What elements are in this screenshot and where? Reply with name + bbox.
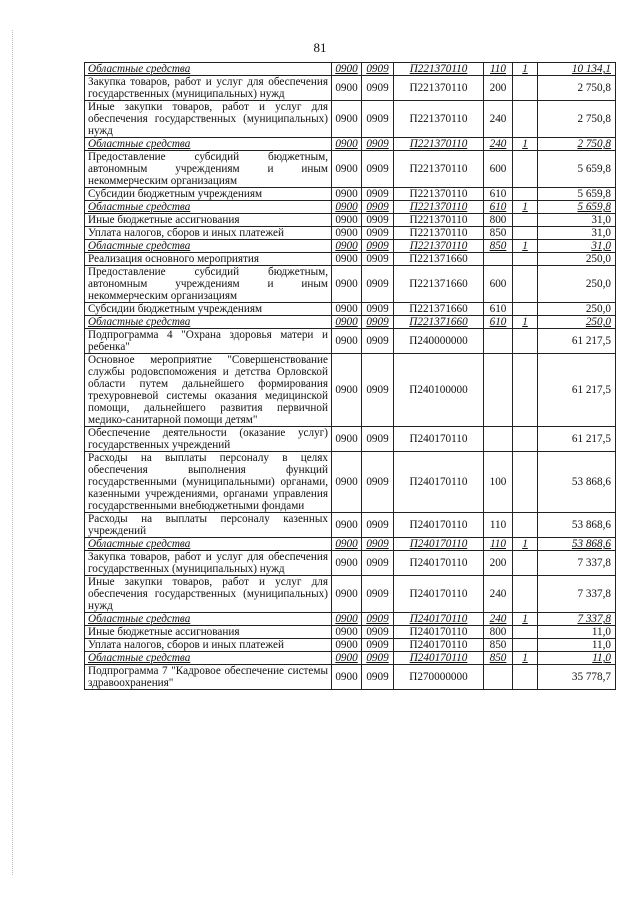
- target-article-cell: П221370110: [394, 188, 484, 201]
- subsection-code-cell: 0909: [362, 613, 394, 626]
- target-article-cell: П221371660: [394, 266, 484, 303]
- target-article-cell: П221370110: [394, 214, 484, 227]
- target-article-cell: П240170110: [394, 639, 484, 652]
- section-code-cell: 0900: [332, 652, 362, 665]
- expense-type-cell: 240: [484, 576, 513, 613]
- row-name-cell: Закупка товаров, работ и услуг для обеспечения государственных (муниципальных) нужд: [85, 551, 332, 576]
- subsection-code-cell: 0909: [362, 76, 394, 101]
- amount-cell: 53 868,6: [538, 538, 616, 551]
- table-row-regional-funds: [85, 138, 616, 151]
- subsection-code-cell: 0909: [362, 151, 394, 188]
- section-code-cell: 0900: [332, 303, 362, 316]
- binding-margin: [12, 30, 14, 875]
- target-article-cell: П240000000: [394, 329, 484, 354]
- table-row: [85, 452, 616, 513]
- funding-source-cell: [513, 329, 538, 354]
- section-code-cell: 0900: [332, 576, 362, 613]
- section-code-cell: 0900: [332, 188, 362, 201]
- table-row: [85, 626, 616, 639]
- table-row-regional-funds: [85, 63, 616, 76]
- row-name-cell: Областные средства: [85, 240, 332, 253]
- section-code-cell: 0900: [332, 266, 362, 303]
- section-code-cell: 0900: [332, 63, 362, 76]
- row-name-cell: Областные средства: [85, 63, 332, 76]
- amount-cell: 31,0: [538, 227, 616, 240]
- expense-type-cell: 240: [484, 138, 513, 151]
- subsection-code-cell: 0909: [362, 538, 394, 551]
- amount-cell: 35 778,7: [538, 665, 616, 690]
- funding-source-cell: [513, 253, 538, 266]
- page-number: 81: [313, 40, 327, 55]
- subsection-code-cell: 0909: [362, 665, 394, 690]
- row-name-cell: Областные средства: [85, 316, 332, 329]
- expense-type-cell: 610: [484, 201, 513, 214]
- expense-type-cell: 600: [484, 151, 513, 188]
- table-row: [85, 151, 616, 188]
- subsection-code-cell: 0909: [362, 639, 394, 652]
- expense-type-cell: 850: [484, 240, 513, 253]
- funding-source-cell: 1: [513, 240, 538, 253]
- row-name-cell: Закупка товаров, работ и услуг для обеспечения государственных (муниципальных) нужд: [85, 76, 332, 101]
- section-code-cell: 0900: [332, 227, 362, 240]
- table-row: [85, 427, 616, 452]
- amount-cell: 11,0: [538, 639, 616, 652]
- section-code-cell: 0900: [332, 101, 362, 138]
- expense-type-cell: [484, 329, 513, 354]
- amount-cell: 250,0: [538, 316, 616, 329]
- section-code-cell: 0900: [332, 639, 362, 652]
- funding-source-cell: [513, 551, 538, 576]
- table-row-regional-funds: [85, 652, 616, 665]
- table-row-regional-funds: [85, 613, 616, 626]
- section-code-cell: 0900: [332, 214, 362, 227]
- target-article-cell: П221370110: [394, 101, 484, 138]
- funding-source-cell: [513, 76, 538, 101]
- funding-source-cell: [513, 576, 538, 613]
- expense-type-cell: [484, 253, 513, 266]
- section-code-cell: 0900: [332, 354, 362, 427]
- amount-cell: 61 217,5: [538, 427, 616, 452]
- row-name-cell: Субсидии бюджетным учреждениям: [85, 303, 332, 316]
- target-article-cell: П240170110: [394, 513, 484, 538]
- subsection-code-cell: 0909: [362, 652, 394, 665]
- funding-source-cell: [513, 151, 538, 188]
- budget-table: [84, 62, 616, 690]
- expense-type-cell: 100: [484, 452, 513, 513]
- amount-cell: 53 868,6: [538, 513, 616, 538]
- subsection-code-cell: 0909: [362, 138, 394, 151]
- table-row: [85, 188, 616, 201]
- section-code-cell: 0900: [332, 316, 362, 329]
- funding-source-cell: 1: [513, 201, 538, 214]
- section-code-cell: 0900: [332, 626, 362, 639]
- amount-cell: 7 337,8: [538, 613, 616, 626]
- target-article-cell: П221370110: [394, 151, 484, 188]
- expense-type-cell: 610: [484, 188, 513, 201]
- section-code-cell: 0900: [332, 138, 362, 151]
- row-name-cell: Обеспечение деятельности (оказание услуг) государственных учреждений: [85, 427, 332, 452]
- table-row: [85, 76, 616, 101]
- amount-cell: 2 750,8: [538, 76, 616, 101]
- table-row: [85, 639, 616, 652]
- table-row-regional-funds: [85, 316, 616, 329]
- funding-source-cell: 1: [513, 613, 538, 626]
- section-code-cell: 0900: [332, 551, 362, 576]
- funding-source-cell: 1: [513, 652, 538, 665]
- target-article-cell: П221370110: [394, 76, 484, 101]
- section-code-cell: 0900: [332, 538, 362, 551]
- funding-source-cell: [513, 639, 538, 652]
- section-code-cell: 0900: [332, 76, 362, 101]
- amount-cell: 250,0: [538, 253, 616, 266]
- table-row: [85, 214, 616, 227]
- expense-type-cell: 850: [484, 227, 513, 240]
- section-code-cell: 0900: [332, 452, 362, 513]
- row-name-cell: Иные бюджетные ассигнования: [85, 626, 332, 639]
- row-name-cell: Расходы на выплаты персоналу в целях обеспечения выполнения функций государственными (муниципальными) органами, казенными учреждениями, органами управления государственными внебюджетными фондами: [85, 452, 332, 513]
- target-article-cell: П221370110: [394, 227, 484, 240]
- table-row: [85, 665, 616, 690]
- target-article-cell: П270000000: [394, 665, 484, 690]
- row-name-cell: Предоставление субсидий бюджетным, автономным учреждениям и иным некоммерческим организациям: [85, 151, 332, 188]
- row-name-cell: Расходы на выплаты персоналу казенных учреждений: [85, 513, 332, 538]
- funding-source-cell: [513, 427, 538, 452]
- subsection-code-cell: 0909: [362, 354, 394, 427]
- expense-type-cell: 240: [484, 101, 513, 138]
- funding-source-cell: [513, 513, 538, 538]
- expense-type-cell: 600: [484, 266, 513, 303]
- row-name-cell: Иные бюджетные ассигнования: [85, 214, 332, 227]
- row-name-cell: Реализация основного мероприятия: [85, 253, 332, 266]
- expense-type-cell: 200: [484, 76, 513, 101]
- amount-cell: 2 750,8: [538, 138, 616, 151]
- funding-source-cell: 1: [513, 138, 538, 151]
- expense-type-cell: 800: [484, 214, 513, 227]
- subsection-code-cell: 0909: [362, 452, 394, 513]
- subsection-code-cell: 0909: [362, 626, 394, 639]
- section-code-cell: 0900: [332, 613, 362, 626]
- row-name-cell: Уплата налогов, сборов и иных платежей: [85, 639, 332, 652]
- expense-type-cell: [484, 354, 513, 427]
- table-row: [85, 227, 616, 240]
- table-row: [85, 354, 616, 427]
- funding-source-cell: [513, 101, 538, 138]
- amount-cell: 10 134,1: [538, 63, 616, 76]
- subsection-code-cell: 0909: [362, 188, 394, 201]
- target-article-cell: П240170110: [394, 626, 484, 639]
- funding-source-cell: [513, 626, 538, 639]
- expense-type-cell: 110: [484, 538, 513, 551]
- amount-cell: 7 337,8: [538, 551, 616, 576]
- target-article-cell: П240170110: [394, 613, 484, 626]
- row-name-cell: Подпрограмма 4 "Охрана здоровья матери и ребенка": [85, 329, 332, 354]
- subsection-code-cell: 0909: [362, 576, 394, 613]
- target-article-cell: П221370110: [394, 240, 484, 253]
- target-article-cell: П221371660: [394, 316, 484, 329]
- subsection-code-cell: 0909: [362, 316, 394, 329]
- table-row: [85, 576, 616, 613]
- table-row-regional-funds: [85, 538, 616, 551]
- target-article-cell: П240170110: [394, 538, 484, 551]
- row-name-cell: Субсидии бюджетным учреждениям: [85, 188, 332, 201]
- subsection-code-cell: 0909: [362, 240, 394, 253]
- row-name-cell: Иные закупки товаров, работ и услуг для обеспечения государственных (муниципальных) нужд: [85, 101, 332, 138]
- table-row: [85, 329, 616, 354]
- subsection-code-cell: 0909: [362, 253, 394, 266]
- section-code-cell: 0900: [332, 513, 362, 538]
- section-code-cell: 0900: [332, 665, 362, 690]
- subsection-code-cell: 0909: [362, 303, 394, 316]
- expense-type-cell: 850: [484, 652, 513, 665]
- expense-type-cell: [484, 427, 513, 452]
- amount-cell: 250,0: [538, 303, 616, 316]
- subsection-code-cell: 0909: [362, 201, 394, 214]
- table-row: [85, 101, 616, 138]
- funding-source-cell: [513, 214, 538, 227]
- amount-cell: 250,0: [538, 266, 616, 303]
- subsection-code-cell: 0909: [362, 227, 394, 240]
- subsection-code-cell: 0909: [362, 427, 394, 452]
- target-article-cell: П240170110: [394, 652, 484, 665]
- expense-type-cell: 110: [484, 63, 513, 76]
- amount-cell: 53 868,6: [538, 452, 616, 513]
- expense-type-cell: [484, 665, 513, 690]
- subsection-code-cell: 0909: [362, 329, 394, 354]
- table-row: [85, 303, 616, 316]
- subsection-code-cell: 0909: [362, 266, 394, 303]
- row-name-cell: Уплата налогов, сборов и иных платежей: [85, 227, 332, 240]
- table-row-regional-funds: [85, 240, 616, 253]
- target-article-cell: П221370110: [394, 63, 484, 76]
- section-code-cell: 0900: [332, 201, 362, 214]
- row-name-cell: Областные средства: [85, 613, 332, 626]
- amount-cell: 5 659,8: [538, 151, 616, 188]
- funding-source-cell: [513, 665, 538, 690]
- row-name-cell: Основное мероприятие "Совершенствование службы родовспоможения и детства Орловской области путем дальнейшего формирования трехуровневой системы оказания медицинской помощи, дальнейшего развития первичной медико-санитарной помощи детям": [85, 354, 332, 427]
- target-article-cell: П240100000: [394, 354, 484, 427]
- target-article-cell: П221370110: [394, 201, 484, 214]
- funding-source-cell: [513, 303, 538, 316]
- target-article-cell: П221370110: [394, 138, 484, 151]
- table-row: [85, 551, 616, 576]
- row-name-cell: Областные средства: [85, 652, 332, 665]
- target-article-cell: П221371660: [394, 253, 484, 266]
- funding-source-cell: [513, 227, 538, 240]
- section-code-cell: 0900: [332, 253, 362, 266]
- amount-cell: 61 217,5: [538, 329, 616, 354]
- expense-type-cell: 240: [484, 613, 513, 626]
- funding-source-cell: [513, 266, 538, 303]
- expense-type-cell: 850: [484, 639, 513, 652]
- amount-cell: 7 337,8: [538, 576, 616, 613]
- expense-type-cell: 800: [484, 626, 513, 639]
- expense-type-cell: 610: [484, 316, 513, 329]
- target-article-cell: П240170110: [394, 452, 484, 513]
- subsection-code-cell: 0909: [362, 513, 394, 538]
- funding-source-cell: [513, 354, 538, 427]
- funding-source-cell: 1: [513, 538, 538, 551]
- amount-cell: 11,0: [538, 626, 616, 639]
- table-row: [85, 266, 616, 303]
- row-name-cell: Областные средства: [85, 201, 332, 214]
- target-article-cell: П240170110: [394, 551, 484, 576]
- funding-source-cell: 1: [513, 316, 538, 329]
- table-row-regional-funds: [85, 201, 616, 214]
- row-name-cell: Предоставление субсидий бюджетным, автономным учреждениям и иным некоммерческим организациям: [85, 266, 332, 303]
- section-code-cell: 0900: [332, 427, 362, 452]
- table-row: [85, 253, 616, 266]
- amount-cell: 5 659,8: [538, 201, 616, 214]
- expense-type-cell: 200: [484, 551, 513, 576]
- amount-cell: 5 659,8: [538, 188, 616, 201]
- section-code-cell: 0900: [332, 240, 362, 253]
- section-code-cell: 0900: [332, 329, 362, 354]
- target-article-cell: П240170110: [394, 427, 484, 452]
- expense-type-cell: 610: [484, 303, 513, 316]
- subsection-code-cell: 0909: [362, 551, 394, 576]
- funding-source-cell: [513, 188, 538, 201]
- subsection-code-cell: 0909: [362, 101, 394, 138]
- subsection-code-cell: 0909: [362, 63, 394, 76]
- funding-source-cell: 1: [513, 63, 538, 76]
- section-code-cell: 0900: [332, 151, 362, 188]
- row-name-cell: Подпрограмма 7 "Кадровое обеспечение системы здравоохранения": [85, 665, 332, 690]
- amount-cell: 61 217,5: [538, 354, 616, 427]
- amount-cell: 31,0: [538, 214, 616, 227]
- amount-cell: 11,0: [538, 652, 616, 665]
- target-article-cell: П240170110: [394, 576, 484, 613]
- row-name-cell: Областные средства: [85, 538, 332, 551]
- row-name-cell: Иные закупки товаров, работ и услуг для обеспечения государственных (муниципальных) нужд: [85, 576, 332, 613]
- subsection-code-cell: 0909: [362, 214, 394, 227]
- amount-cell: 2 750,8: [538, 101, 616, 138]
- amount-cell: 31,0: [538, 240, 616, 253]
- funding-source-cell: [513, 452, 538, 513]
- expense-type-cell: 110: [484, 513, 513, 538]
- row-name-cell: Областные средства: [85, 138, 332, 151]
- table-row: [85, 513, 616, 538]
- table-body: [85, 63, 616, 690]
- target-article-cell: П221371660: [394, 303, 484, 316]
